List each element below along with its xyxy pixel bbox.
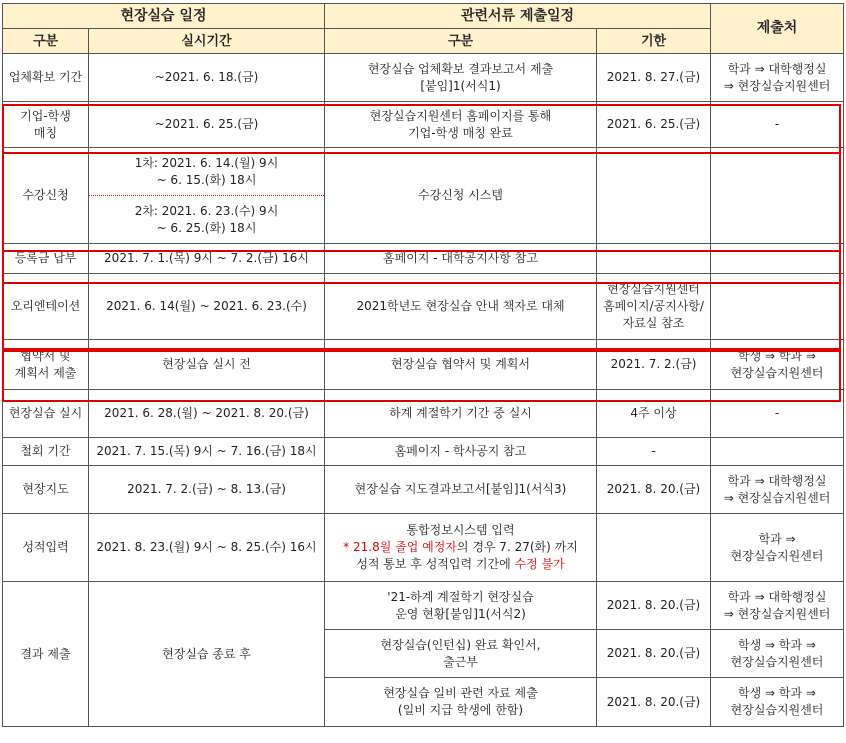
row-submit: 학생 ⇒ 학과 ⇒ 현장실습지원센터	[711, 678, 844, 727]
row-period: ~2021. 6. 18.(금)	[89, 54, 325, 102]
row-category: 업체확보 기간	[3, 54, 89, 102]
row-period: 2021. 6. 14(월) ~ 2021. 6. 23.(수)	[89, 274, 325, 340]
row-period: ~2021. 6. 25.(금)	[89, 102, 325, 148]
row-period: 2021. 7. 15.(목) 9시 ~ 7. 16.(금) 18시	[89, 438, 325, 466]
table-row	[3, 340, 844, 390]
col-doc-category: 구분	[325, 29, 597, 54]
submit-to-header: 제출처	[711, 4, 844, 54]
row-category: 등록금 납부	[3, 244, 89, 274]
row-doc: 하계 계절학기 기간 중 실시	[325, 390, 597, 438]
row-submit: 학생 ⇒ 학과 ⇒ 현장실습지원센터	[711, 340, 844, 390]
table-row	[3, 582, 844, 630]
table-row	[3, 438, 844, 466]
row-doc: 현장실습(인턴십) 완료 확인서, 출근부	[325, 630, 597, 678]
row-category: 수강신청	[3, 148, 89, 244]
row-period: 현장실습 실시 전	[89, 340, 325, 390]
schedule-table-wrap	[2, 3, 843, 727]
row-doc: 현장실습 일비 관련 자료 제출 (일비 지급 학생에 한함)	[325, 678, 597, 727]
row-deadline: 2021. 8. 20.(금)	[597, 466, 711, 514]
row-deadline: 4주 이상	[597, 390, 711, 438]
row-submit: 학과 ⇒ 현장실습지원센터	[711, 514, 844, 582]
row-submit	[711, 244, 844, 274]
schedule-table	[2, 3, 844, 727]
row-doc: 현장실습 협약서 및 계획서	[325, 340, 597, 390]
row-period-1: 1차: 2021. 6. 14.(월) 9시 ~ 6. 15.(화) 18시	[89, 148, 325, 196]
row-doc: 홈페이지 - 학사공지 참고	[325, 438, 597, 466]
table-row	[3, 274, 844, 340]
row-deadline: 현장실습지원센터 홈페이지/공지사항/ 자료실 참조	[597, 274, 711, 340]
table-row	[3, 514, 844, 582]
row-submit	[711, 274, 844, 340]
row-submit: -	[711, 390, 844, 438]
row-period: 2021. 6. 28.(월) ~ 2021. 8. 20.(금)	[89, 390, 325, 438]
schedule-header: 현장실습 일정	[3, 4, 325, 29]
row-doc: 수강신청 시스템	[325, 148, 597, 244]
row-doc: 홈페이지 - 대학공지사항 참고	[325, 244, 597, 274]
row-category: 성적입력	[3, 514, 89, 582]
row-deadline: 2021. 8. 20.(금)	[597, 582, 711, 630]
row-period: 현장실습 종료 후	[89, 582, 325, 727]
row-period-2: 2차: 2021. 6. 23.(수) 9시 ~ 6. 25.(화) 18시	[89, 196, 325, 244]
docs-header: 관련서류 제출일정	[325, 4, 711, 29]
row-deadline: 2021. 8. 20.(금)	[597, 630, 711, 678]
row-category: 결과 제출	[3, 582, 89, 727]
col-deadline: 기한	[597, 29, 711, 54]
row-submit: 학과 ⇒ 대학행정실 ⇒ 현장실습지원센터	[711, 582, 844, 630]
row-deadline: 2021. 7. 2.(금)	[597, 340, 711, 390]
col-period: 실시기간	[89, 29, 325, 54]
row-deadline	[597, 148, 711, 244]
row-category: 현장지도	[3, 466, 89, 514]
row-deadline: -	[597, 438, 711, 466]
row-category: 철회 기간	[3, 438, 89, 466]
row-category: 협약서 및 계획서 제출	[3, 340, 89, 390]
row-doc: 현장실습지원센터 홈페이지를 통해 기업-학생 매칭 완료	[325, 102, 597, 148]
row-deadline: 2021. 8. 20.(금)	[597, 678, 711, 727]
row-submit	[711, 438, 844, 466]
row-period: 2021. 7. 1.(목) 9시 ~ 7. 2.(금) 16시	[89, 244, 325, 274]
row-category: 기업-학생 매칭	[3, 102, 89, 148]
row-period: 2021. 7. 2.(금) ~ 8. 13.(금)	[89, 466, 325, 514]
table-row	[3, 54, 844, 102]
row-category: 오리엔테이션	[3, 274, 89, 340]
row-deadline	[597, 514, 711, 582]
row-doc: 통합정보시스템 입력 * 21.8월 졸업 예정자의 경우 7. 27(화) 까지 성적 통보 후 성적입력 기간에 수정 불가	[325, 514, 597, 582]
row-submit: -	[711, 102, 844, 148]
table-row	[3, 102, 844, 148]
row-submit: 학생 ⇒ 학과 ⇒ 현장실습지원센터	[711, 630, 844, 678]
row-deadline: 2021. 8. 27.(금)	[597, 54, 711, 102]
row-doc: 현장실습 업체확보 결과보고서 제출 [붙임]1(서식1)	[325, 54, 597, 102]
col-category: 구분	[3, 29, 89, 54]
table-row	[3, 244, 844, 274]
row-doc: '21-하계 계절학기 현장실습 운영 현황[붙임]1(서식2)	[325, 582, 597, 630]
table-row	[3, 148, 844, 196]
row-deadline: 2021. 6. 25.(금)	[597, 102, 711, 148]
row-doc: 현장실습 지도결과보고서[붙임]1(서식3)	[325, 466, 597, 514]
row-category: 현장실습 실시	[3, 390, 89, 438]
table-row	[3, 466, 844, 514]
row-submit: 학과 ⇒ 대학행정실 ⇒ 현장실습지원센터	[711, 54, 844, 102]
row-doc: 2021학년도 현장실습 안내 책자로 대체	[325, 274, 597, 340]
row-deadline	[597, 244, 711, 274]
row-period: 2021. 8. 23.(월) 9시 ~ 8. 25.(수) 16시	[89, 514, 325, 582]
row-submit: 학과 ⇒ 대학행정실 ⇒ 현장실습지원센터	[711, 466, 844, 514]
row-submit	[711, 148, 844, 244]
table-row	[3, 390, 844, 438]
